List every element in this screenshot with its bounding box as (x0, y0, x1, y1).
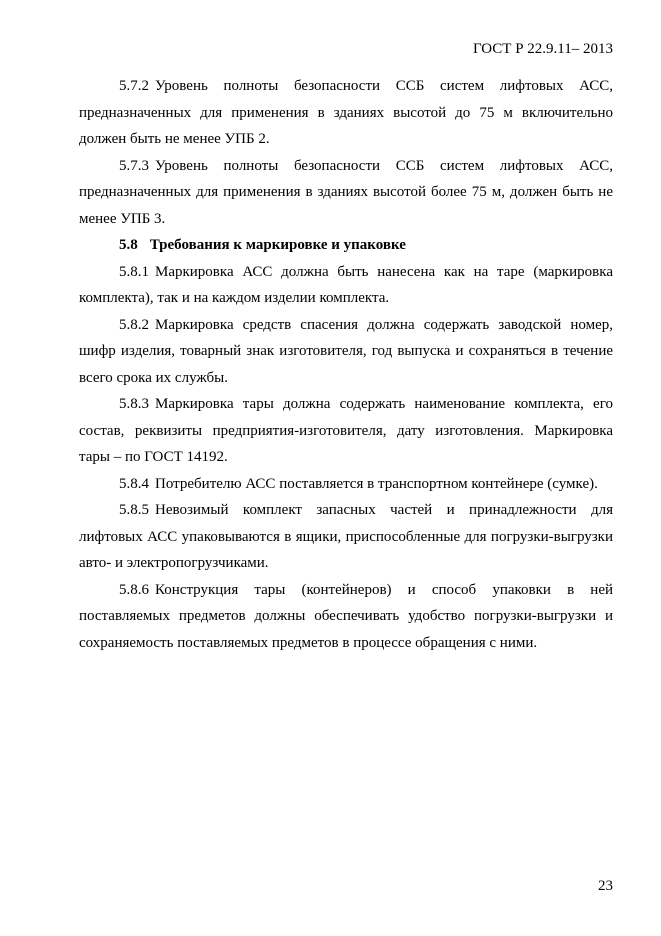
section-number: 5.8 (119, 237, 138, 253)
clause-text: Маркировка тары должна содержать наименование комплекта, его состав, реквизиты предприятия-изготовителя, дату изготовления. Маркировка тары – по ГОСТ 14192. (79, 396, 613, 465)
clause-5-8-5 (79, 497, 613, 577)
page-number: 23 (598, 878, 613, 894)
clause-text: Маркировка средств спасения должна содержать заводской номер, шифр изделия, товарный знак изготовителя, год выпуска и сохраняться в течение всего срока их службы. (79, 316, 613, 386)
clause-5-8-4 (79, 471, 613, 498)
clause-number: 5.8.2 (119, 316, 149, 333)
clause-number: 5.8.1 (119, 263, 149, 280)
document-body (79, 73, 613, 656)
clause-5-8-2 (79, 312, 613, 392)
section-heading (79, 232, 613, 259)
clause-5-7-2 (79, 73, 613, 153)
section-title: Требования к маркировке и упаковке (149, 237, 406, 253)
clause-text: Невозимый комплект запасных частей и принадлежности для лифтовых АСС упаковываются в ящики, приспособленные для погрузки-выгрузки авто- и электропогрузчиками. (79, 502, 613, 571)
clause-5-8-6 (79, 577, 613, 657)
clause-5-8-1 (79, 259, 613, 312)
clause-number: 5.7.3 (119, 157, 149, 174)
clause-number: 5.7.2 (119, 78, 149, 94)
clause-text: Уровень полноты безопасности ССБ систем лифтовых АСС, предназначенных для применения в зданиях высотой более 75 м, должен быть не менее УПБ 3. (79, 157, 613, 227)
clause-number: 5.8.6 (119, 581, 149, 598)
clause-5-8-3 (79, 391, 613, 471)
clause-5-7-3 (79, 153, 613, 233)
document-code-header: ГОСТ Р 22.9.11– 2013 (472, 41, 613, 57)
clause-text: Уровень полноты безопасности ССБ систем лифтовых АСС, предназначенных для применения в зданиях высотой до 75 м включительно должен быть не менее УПБ 2. (79, 78, 613, 147)
clause-text: Конструкция тары (контейнеров) и способ упаковки в ней поставляемых предметов должны обеспечивать удобство погрузки-выгрузки и сохраняемость поставляемых предметов в процессе обращения с ними. (79, 581, 613, 651)
clause-text: Маркировка АСС должна быть нанесена как на таре (маркировка комплекта), так и на каждом изделии комплекта. (79, 263, 613, 306)
clause-number: 5.8.3 (119, 396, 149, 412)
clause-text: Потребителю АСС поставляется в транспортном контейнере (сумке). (155, 475, 598, 492)
clause-number: 5.8.4 (119, 475, 149, 492)
clause-number: 5.8.5 (119, 502, 149, 518)
